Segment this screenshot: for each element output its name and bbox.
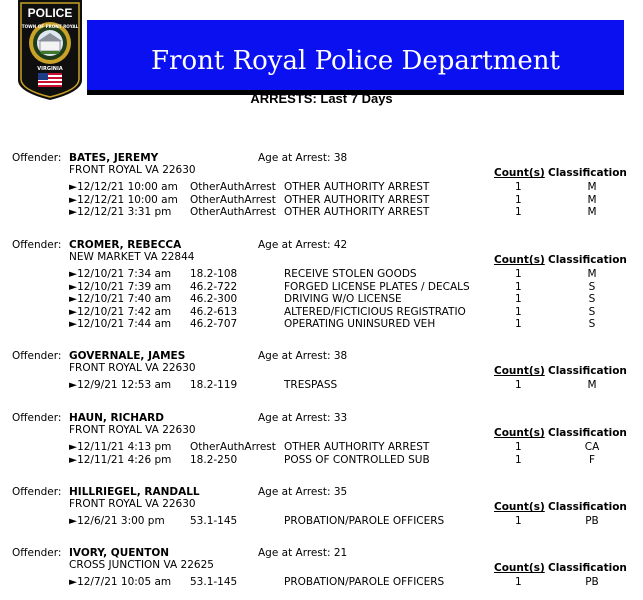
charge-classification: S bbox=[588, 318, 596, 330]
age-at-arrest: Age at Arrest: 42 bbox=[258, 239, 348, 251]
offender-label: Offender: bbox=[12, 350, 62, 362]
svg-text:TOWN OF FRONT ROYAL: TOWN OF FRONT ROYAL bbox=[21, 24, 79, 29]
charge-classification: F bbox=[588, 453, 596, 466]
charge-datetime: ►12/6/21 3:00 pm bbox=[69, 515, 165, 527]
charge-row bbox=[0, 576, 643, 588]
charge-row bbox=[0, 181, 643, 193]
offender-name: CROMER, REBECCA bbox=[69, 239, 182, 251]
charge-description: TRESPASS bbox=[284, 379, 338, 391]
charge-count: 1 bbox=[515, 441, 522, 453]
charge-datetime: ►12/10/21 7:42 am bbox=[69, 305, 172, 318]
charge-classification: S bbox=[588, 280, 596, 293]
charge-classification: PB bbox=[585, 515, 599, 527]
offender-address: FRONT ROYAL VA 22630 bbox=[69, 424, 196, 436]
charge-count: 1 bbox=[515, 453, 522, 466]
offender-name: IVORY, QUENTON bbox=[69, 547, 170, 559]
age-at-arrest: Age at Arrest: 38 bbox=[258, 152, 348, 164]
charge-description: FORGED LICENSE PLATES / DECALS bbox=[284, 280, 470, 293]
offender-label: Offender: bbox=[12, 486, 62, 498]
charge-datetime: ►12/7/21 10:05 am bbox=[69, 576, 172, 588]
age-at-arrest: Age at Arrest: 38 bbox=[258, 350, 348, 362]
charge-row bbox=[0, 318, 643, 330]
charge-datetime: ►12/12/21 10:00 am bbox=[69, 193, 178, 206]
charge-code: 46.2-707 bbox=[190, 318, 238, 330]
charge-description: OTHER AUTHORITY ARREST bbox=[284, 181, 430, 193]
offender-address: FRONT ROYAL VA 22630 bbox=[69, 362, 196, 374]
counts-header: Count(s) bbox=[494, 365, 545, 377]
offender-address: NEW MARKET VA 22844 bbox=[69, 251, 195, 263]
charge-code: OtherAuthArrest bbox=[190, 193, 276, 206]
charge-row bbox=[0, 206, 643, 218]
counts-header: Count(s) bbox=[494, 562, 545, 574]
charge-code: 46.2-613 bbox=[190, 305, 238, 318]
charge-count: 1 bbox=[515, 576, 522, 588]
charge-classification: S bbox=[588, 305, 596, 318]
charge-description: OTHER AUTHORITY ARREST bbox=[284, 206, 430, 218]
charge-code: 18.2-119 bbox=[190, 379, 238, 391]
counts-header: Count(s) bbox=[494, 167, 545, 179]
offender-name: HILLRIEGEL, RANDALL bbox=[69, 486, 200, 498]
charge-count: 1 bbox=[515, 293, 522, 305]
svg-text:POLICE: POLICE bbox=[27, 6, 73, 20]
charge-classification: M bbox=[587, 193, 597, 206]
charge-classification: CA bbox=[584, 441, 600, 453]
charge-count: 1 bbox=[515, 268, 522, 280]
charge-count: 1 bbox=[515, 318, 522, 330]
charge-row bbox=[0, 306, 643, 318]
charge-row bbox=[0, 454, 643, 466]
flag-icon bbox=[38, 73, 62, 87]
age-at-arrest: Age at Arrest: 33 bbox=[258, 412, 348, 424]
charge-count: 1 bbox=[515, 515, 522, 527]
charge-description: OTHER AUTHORITY ARREST bbox=[284, 441, 430, 453]
department-title: Front Royal Police Department bbox=[150, 46, 560, 76]
charge-count: 1 bbox=[515, 206, 522, 218]
charge-description: RECEIVE STOLEN GOODS bbox=[284, 268, 417, 280]
charge-code: OtherAuthArrest bbox=[190, 441, 276, 453]
police-badge-logo bbox=[18, 0, 82, 100]
counts-header: Count(s) bbox=[494, 427, 545, 439]
offender-address: FRONT ROYAL VA 22630 bbox=[69, 498, 196, 510]
charge-datetime: ►12/10/21 7:44 am bbox=[69, 318, 172, 330]
charge-row bbox=[0, 281, 643, 293]
offender-name: HAUN, RICHARD bbox=[69, 412, 164, 424]
report-title: ARRESTS: Last 7 Days bbox=[250, 91, 393, 106]
offender-name: BATES, JEREMY bbox=[69, 152, 159, 164]
charge-classification: M bbox=[587, 268, 597, 280]
charge-code: 53.1-145 bbox=[190, 576, 238, 588]
charge-count: 1 bbox=[515, 193, 522, 206]
classification-header: Classification bbox=[548, 427, 627, 439]
offender-name: GOVERNALE, JAMES bbox=[69, 350, 186, 362]
offender-label: Offender: bbox=[12, 239, 62, 251]
classification-header: Classification bbox=[548, 562, 627, 574]
charge-row bbox=[0, 515, 643, 527]
svg-text:VIRGINIA: VIRGINIA bbox=[37, 66, 63, 72]
offender-address: FRONT ROYAL VA 22630 bbox=[69, 164, 196, 176]
charge-row bbox=[0, 441, 643, 453]
charge-classification: M bbox=[587, 379, 597, 391]
charge-datetime: ►12/9/21 12:53 am bbox=[69, 379, 172, 391]
charge-count: 1 bbox=[515, 181, 522, 193]
charge-code: 18.2-108 bbox=[190, 268, 238, 280]
charge-datetime: ►12/10/21 7:39 am bbox=[69, 280, 172, 293]
charge-datetime: ►12/12/21 10:00 am bbox=[69, 181, 178, 193]
charge-datetime: ►12/11/21 4:26 pm bbox=[69, 453, 172, 466]
charge-classification: PB bbox=[585, 576, 599, 588]
charge-row bbox=[0, 268, 643, 280]
classification-header: Classification bbox=[548, 365, 627, 377]
charge-description: PROBATION/PAROLE OFFICERS bbox=[284, 576, 445, 588]
offender-label: Offender: bbox=[12, 152, 62, 164]
counts-header: Count(s) bbox=[494, 254, 545, 266]
charge-row bbox=[0, 379, 643, 391]
charge-description: DRIVING W/O LICENSE bbox=[284, 293, 402, 305]
offender-address: CROSS JUNCTION VA 22625 bbox=[69, 559, 214, 571]
charge-code: OtherAuthArrest bbox=[190, 181, 276, 193]
charge-description: PROBATION/PAROLE OFFICERS bbox=[284, 515, 445, 527]
charge-datetime: ►12/12/21 3:31 pm bbox=[69, 206, 172, 218]
counts-header: Count(s) bbox=[494, 501, 545, 513]
charge-classification: M bbox=[587, 206, 597, 218]
classification-header: Classification bbox=[548, 254, 627, 266]
charge-code: 53.1-145 bbox=[190, 515, 238, 527]
header-banner bbox=[87, 20, 624, 95]
age-at-arrest: Age at Arrest: 21 bbox=[258, 547, 348, 559]
charge-code: 46.2-300 bbox=[190, 293, 238, 305]
charge-classification: S bbox=[588, 293, 596, 305]
charge-description: ALTERED/FICTICIOUS REGISTRATIO bbox=[284, 305, 466, 318]
charge-code: OtherAuthArrest bbox=[190, 206, 276, 218]
charge-datetime: ►12/11/21 4:13 pm bbox=[69, 441, 172, 453]
charge-description: OTHER AUTHORITY ARREST bbox=[284, 193, 430, 206]
charge-code: 18.2-250 bbox=[190, 453, 238, 466]
charge-count: 1 bbox=[515, 379, 522, 391]
charge-count: 1 bbox=[515, 280, 522, 293]
offender-label: Offender: bbox=[12, 547, 62, 559]
charge-description: POSS OF CONTROLLED SUB bbox=[284, 453, 430, 466]
charge-code: 46.2-722 bbox=[190, 280, 238, 293]
classification-header: Classification bbox=[548, 167, 627, 179]
offender-label: Offender: bbox=[12, 412, 62, 424]
charge-count: 1 bbox=[515, 305, 522, 318]
charge-datetime: ►12/10/21 7:40 am bbox=[69, 293, 172, 305]
age-at-arrest: Age at Arrest: 35 bbox=[258, 486, 348, 498]
charge-description: OPERATING UNINSURED VEH bbox=[284, 318, 436, 330]
charge-classification: M bbox=[587, 181, 597, 193]
charge-row bbox=[0, 194, 643, 206]
charge-row bbox=[0, 293, 643, 305]
charge-datetime: ►12/10/21 7:34 am bbox=[69, 268, 172, 280]
classification-header: Classification bbox=[548, 501, 627, 513]
